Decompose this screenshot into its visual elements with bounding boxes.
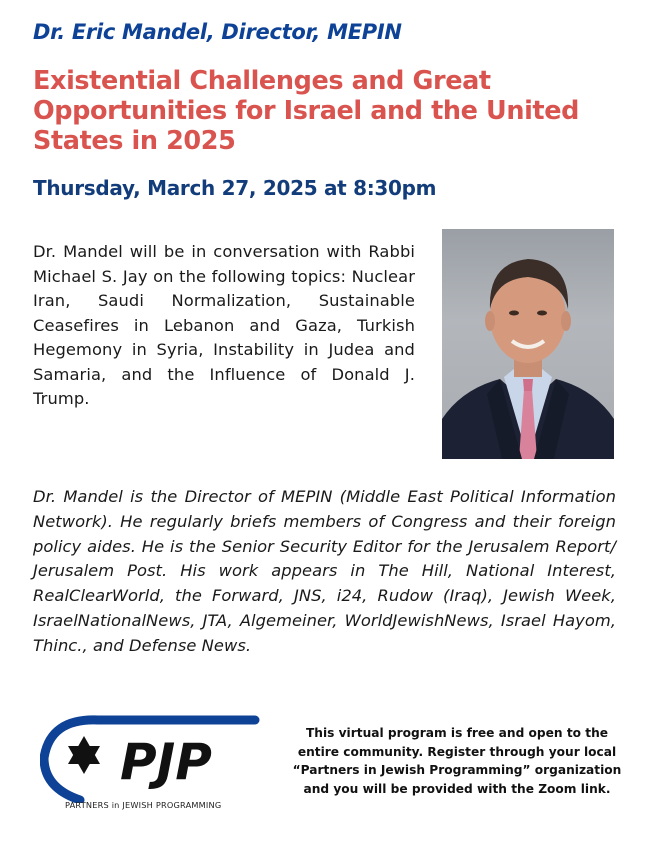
logo-wordmark: PJP bbox=[120, 733, 212, 791]
speaker-photo bbox=[442, 229, 614, 459]
star-of-david-icon bbox=[68, 736, 100, 774]
logo-caption: PARTNERS in JEWISH PROGRAMMING bbox=[65, 800, 222, 810]
event-date: Thursday, March 27, 2025 at 8:30pm bbox=[33, 176, 437, 200]
speaker-name: Dr. Eric Mandel, Director, MEPIN bbox=[33, 20, 402, 44]
event-description: Dr. Mandel will be in conversation with Rabbi Michael S. Jay on the following topics: Nuclear Iran, Saudi Normalization, Sustainable Ceasefires in Lebanon and Gaza, Turkish Hegemony in Syria, Instability in Judea and Samaria, and the Influence of Donald J. Trump. bbox=[33, 242, 415, 408]
speaker-bio: Dr. Mandel is the Director of MEPIN (Middle East Political Information Network). He regularly briefs members of Congress and their foreign policy aides. He is the Senior Security Editor for the Jerusalem Report/ Jerusalem Post. His work appears in The Hill, National Interest, RealClearWorld, the Forward, JNS, i24, Rudow (Iraq), Jewish Week, IsraelNationalNews, JTA, Algemeiner, WorldJewishNews, Israel Hayom, Thinc., and Defense News. bbox=[33, 487, 616, 655]
event-title: Existential Challenges and Great Opportunities for Israel and the United States in 2025 bbox=[33, 66, 579, 156]
registration-notice: This virtual program is free and open to the entire community. Register through your local “Partners in Jewish Programming” organization and you will be provided with the Zoom link. bbox=[292, 726, 622, 796]
